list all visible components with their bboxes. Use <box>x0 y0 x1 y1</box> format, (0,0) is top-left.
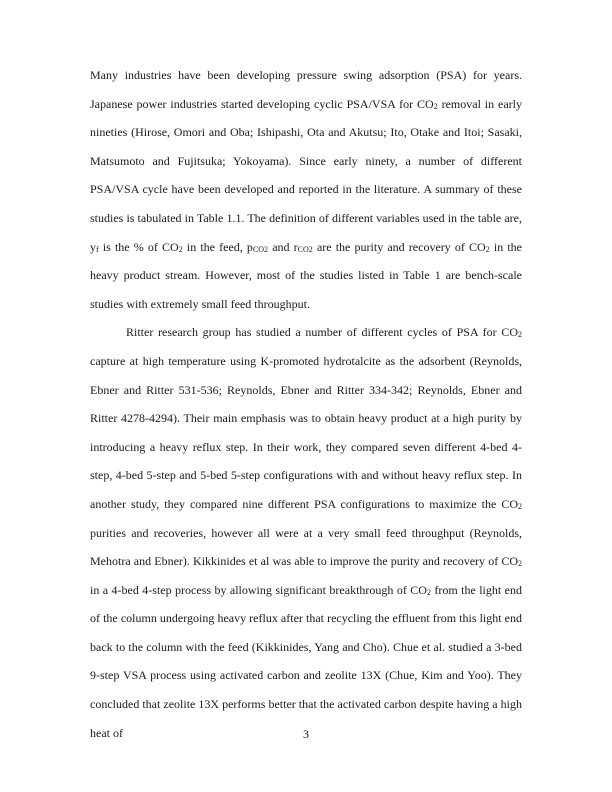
text-span: Many industries have been developing pressure swing adsorption (PSA) for years. Japanese power industries started developing cyclic PSA/VSA for CO <box>90 68 522 111</box>
paragraph-1 <box>90 61 522 318</box>
paragraph-2 <box>90 318 522 747</box>
subscript: 2 <box>426 587 431 597</box>
body-text <box>90 61 522 747</box>
subscript: f <box>96 244 99 254</box>
text-span: purities and recoveries, however all were at a very small feed throughput (Reynolds, Mehotra and Ebner). Kikkinides et al was able to improve the purity and recovery of CO <box>90 525 522 569</box>
text-span: in the heavy product stream. However, most of the studies listed in Table 1 are bench-scale studies with extremely small feed throughput. <box>90 239 523 311</box>
text-span: in a 4-bed 4-step process by allowing significant breakthrough of CO <box>90 582 427 597</box>
page-number: 3 <box>303 727 309 741</box>
subscript: 2 <box>518 330 522 340</box>
text-span: removal in early nineties (Hirose, Omori and Oba; Ishipashi, Ota and Akutsu; Ito, Otake and Itoi; Sasaki, Matsumoto and Fujitsuka; Yokoyama). Since early ninety, a number of different PSA/VSA cycle have been developed and reported in the literature. A summary of these studies is tabulated in Table 1.1. The definition of different variables used in the table are, y <box>90 96 522 254</box>
text-span: and r <box>268 239 298 254</box>
subscript: 2 <box>433 101 438 111</box>
subscript: 2 <box>485 244 490 254</box>
text-span: Ritter research group has studied a number of different cycles of PSA for CO <box>126 325 518 340</box>
text-span: are the purity and recovery of CO <box>312 239 486 254</box>
subscript: 2 <box>178 244 183 254</box>
subscript: CO2 <box>252 244 269 254</box>
text-span: is the % of CO <box>98 239 179 254</box>
text-span: capture at high temperature using K-promoted hydrotalcite as the adsorbent (Reynolds, Ebner and Ritter 531-536; Reynolds, Ebner and Ritter 334-342; Reynolds, Ebner and Ritter 4278-4294). Their main emphasis was to obtain heavy product at a high purity by introducing a heavy reflux step. In their work, they compared seven different 4-bed 4-step, 4-bed 5-step and 5-bed 5-step configurations with and without heavy reflux step. In another study, they compared nine different PSA configurations to maximize the CO <box>90 353 522 511</box>
subscript: 2 <box>518 501 522 511</box>
text-span: from the light end of the column undergoing heavy reflux after that recycling the effluent from this light end back to the column with the feed (Kikkinides, Yang and Cho). Chue et al. studied a 3-bed 9-step VSA process using activated carbon and zeolite 13X (Chue, Kim and Yoo). They concluded that zeolite 13X performs better that the activated carbon despite having a high heat of <box>90 582 522 740</box>
subscript: 2 <box>518 559 522 569</box>
text-span: in the feed, p <box>182 239 253 254</box>
subscript: CO2 <box>297 244 313 254</box>
